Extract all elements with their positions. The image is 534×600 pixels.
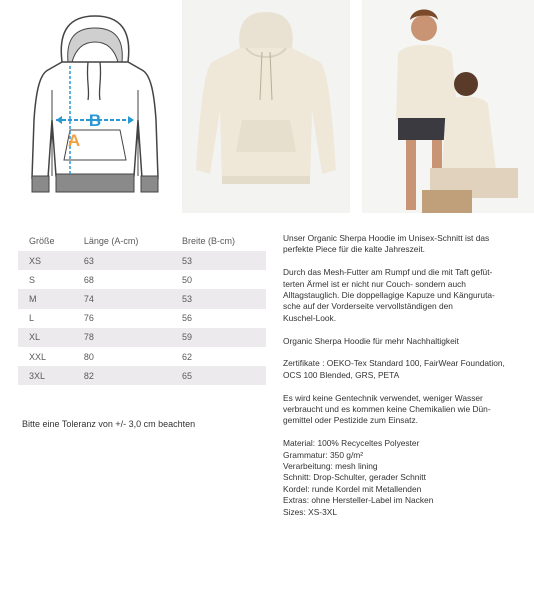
- models-photo-svg: [362, 0, 534, 213]
- product-description: [283, 233, 528, 518]
- tolerance-note: Bitte eine Toleranz von +/- 3,0 cm beachten: [22, 419, 196, 429]
- table-row: [18, 270, 266, 289]
- table-row: [18, 347, 266, 366]
- table-row: [18, 289, 266, 308]
- spec-cord: Kordel: runde Kordel mit Metallenden: [283, 483, 422, 494]
- header-size: Größe: [29, 236, 55, 246]
- width-cell: 53: [170, 289, 266, 308]
- spec-sizes: Sizes: XS-3XL: [283, 506, 337, 517]
- width-cell: 53: [170, 251, 266, 270]
- diagram-label-a: A: [67, 131, 81, 150]
- length-cell: 78: [72, 328, 170, 347]
- size-table: [18, 231, 266, 385]
- table-row: [18, 328, 266, 347]
- diagram-label-b: B: [88, 111, 102, 130]
- hoodie-photo-svg: [182, 0, 350, 213]
- hoodie-diagram-svg: [0, 0, 175, 213]
- width-cell: 56: [182, 313, 193, 324]
- description-chemicals: Es wird keine Gentechnik verwendet, weniger Wasser verbraucht und es kommen keine Chemikalien wie Dün- gemittel oder Pestizide zum Einsatz.: [283, 392, 491, 426]
- product-photo: [182, 0, 350, 213]
- width-cell: 59: [170, 328, 266, 347]
- size-cell: XXL: [29, 351, 47, 362]
- spec-material: Material: 100% Recyceltes Polyester: [283, 438, 420, 449]
- header-length: Länge (A-cm): [83, 236, 139, 246]
- model-photo: [362, 0, 534, 213]
- spec-cut: Schnitt: Drop-Schulter, gerader Schnitt: [283, 472, 426, 483]
- description-sustainability: Organic Sherpa Hoodie für mehr Nachhaltigkeit: [283, 335, 459, 346]
- width-cell: 50: [182, 274, 193, 285]
- header-width: Breite (B-cm): [182, 236, 236, 246]
- size-cell: L: [29, 313, 35, 324]
- size-cell: XL: [18, 328, 72, 347]
- description-intro: Unser Organic Sherpa Hoodie im Unisex-Schnitt ist das perfekte Piece für die kalte Jahreszeit.: [283, 233, 490, 255]
- spec-extras: Extras: ohne Hersteller-Label im Nacken: [283, 495, 434, 506]
- table-row: [18, 251, 266, 270]
- table-row: [18, 366, 266, 385]
- length-cell: 76: [83, 313, 94, 324]
- length-cell: 68: [83, 274, 94, 285]
- size-cell: S: [29, 274, 36, 285]
- table-row: [18, 309, 266, 328]
- size-cell: 3XL: [18, 366, 72, 385]
- size-cell: M: [18, 289, 72, 308]
- length-cell: 74: [72, 289, 170, 308]
- description-features: Durch das Mesh-Futter am Rumpf und die mit Taft gefüt- terten Ärmel ist er nicht nur Couch- sondern auch Alltagstauglich. Die doppellagige Kapuze und Känguruta- sche auf der Vorderseite vervollständigen den Kuschel-Look.: [283, 267, 495, 323]
- spec-grammage: Grammatur: 350 g/m²: [283, 449, 364, 460]
- width-cell: 65: [170, 366, 266, 385]
- length-cell: 63: [72, 251, 170, 270]
- length-cell: 80: [83, 351, 94, 362]
- length-cell: 82: [72, 366, 170, 385]
- width-cell: 62: [182, 351, 193, 362]
- size-diagram: [0, 0, 175, 213]
- size-table-header: [18, 231, 266, 251]
- description-certificates: Zertifikate : OEKO-Tex Standard 100, FairWear Foundation, OCS 100 Blended, GRS, PETA: [283, 358, 505, 380]
- spec-processing: Verarbeitung: mesh lining: [283, 461, 378, 472]
- size-cell: XS: [18, 251, 72, 270]
